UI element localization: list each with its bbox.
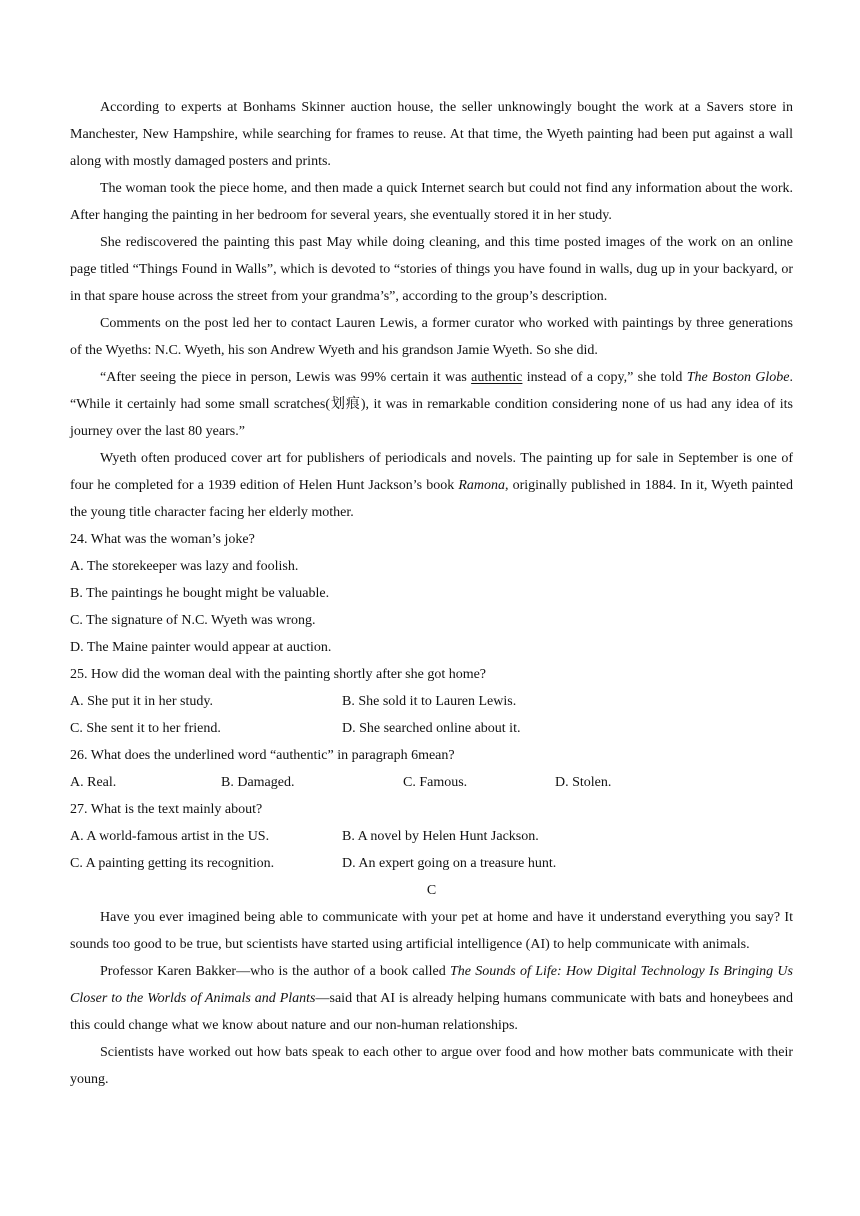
- question-25-options-row-2: [70, 715, 793, 742]
- paragraph-5-text-b: instead of a copy,” she told: [522, 370, 687, 385]
- paragraph-6-text-b: , originally published in 1884. In it, Wyeth painted the young title character facing her elderly mother.: [70, 478, 794, 520]
- question-25-option-c: C. She sent it to her friend.: [70, 721, 221, 736]
- question-25-options-row-1: [70, 688, 793, 715]
- newspaper-title: The Boston Globe: [686, 370, 790, 385]
- paragraph-5-text-a: “After seeing the piece in person, Lewis was 99% certain it was: [100, 370, 472, 385]
- section-c-paragraph-3: Scientists have worked out how bats speak to each other to argue over food and how mother bats communicate with their young.: [70, 1045, 793, 1087]
- section-c: [70, 877, 793, 1093]
- question-25-option-d: D. She searched online about it.: [342, 721, 521, 736]
- question-27-option-c: C. A painting getting its recognition.: [70, 856, 275, 871]
- question-27-option-d: D. An expert going on a treasure hunt.: [342, 856, 557, 871]
- question-24-option-a: A. The storekeeper was lazy and foolish.: [70, 559, 299, 574]
- question-24-stem: 24. What was the woman’s joke?: [70, 532, 255, 547]
- question-26: [70, 742, 793, 796]
- question-27-stem: 27. What is the text mainly about?: [70, 802, 263, 817]
- paragraph-6-text-a: Wyeth often produced cover art for publishers of periodicals and novels. The painting up for sale in September is one of four he completed for a 1939 edition of Helen Hunt Jackson’s book: [70, 451, 793, 493]
- paragraph-4: Comments on the post led her to contact Lauren Lewis, a former curator who worked with paintings by three generations of the Wyeths: N.C. Wyeth, his son Andrew Wyeth and his grandson Jamie Wyeth. So she did.: [70, 316, 793, 358]
- section-c-paragraph-1: Have you ever imagined being able to communicate with your pet at home and have it understand everything you say? It sounds too good to be true, but scientists have started using artificial intelligence (AI) to help communicate with animals.: [70, 910, 793, 952]
- question-24: [70, 526, 793, 661]
- document-page: [70, 94, 793, 1093]
- question-27-options-row-2: [70, 850, 793, 877]
- question-25: [70, 661, 793, 742]
- paragraph-5-text-c: . “While it certainly had some small scratches(划痕), it was in remarkable condition considering none of us had any idea of its journey over the last 80 years.”: [70, 370, 793, 439]
- question-26-option-d: D. Stolen.: [555, 775, 612, 790]
- question-24-option-c: C. The signature of N.C. Wyeth was wrong.: [70, 613, 316, 628]
- question-26-option-b: B. Damaged.: [221, 775, 295, 790]
- question-26-stem: 26. What does the underlined word “authentic” in paragraph 6mean?: [70, 748, 455, 763]
- question-26-option-c: C. Famous.: [403, 775, 468, 790]
- question-25-option-b: B. She sold it to Lauren Lewis.: [342, 694, 517, 709]
- paragraph-2: The woman took the piece home, and then made a quick Internet search but could not find any information about the work. After hanging the painting in her bedroom for several years, she eventually stored it in her study.: [70, 181, 793, 223]
- question-25-stem: 25. How did the woman deal with the painting shortly after she got home?: [70, 667, 487, 682]
- paragraph-5: [70, 364, 793, 445]
- underlined-word-authentic: authentic: [471, 370, 523, 385]
- section-c-paragraph-2-text-b: —said that AI is already helping humans communicate with bats and honeybees and this could change what we know about nature and our non-human relationships.: [70, 991, 793, 1033]
- section-c-heading: C: [426, 883, 437, 898]
- passage-b: [70, 94, 793, 526]
- question-24-option-b: B. The paintings he bought might be valuable.: [70, 586, 330, 601]
- book-title-ramona: Ramona: [458, 478, 505, 493]
- book-title-sounds-of-life: The Sounds of Life: How Digital Technology Is Bringing Us Closer to the Worlds of Animals and Plants: [70, 964, 793, 1006]
- paragraph-6: [70, 445, 793, 526]
- question-25-option-a: A. She put it in her study.: [70, 694, 213, 709]
- question-27-option-b: B. A novel by Helen Hunt Jackson.: [342, 829, 539, 844]
- paragraph-1: According to experts at Bonhams Skinner auction house, the seller unknowingly bought the work at a Savers store in Manchester, New Hampshire, while searching for frames to reuse. At that time, the Wyeth painting had been put against a wall along with mostly damaged posters and prints.: [70, 100, 793, 169]
- question-26-options-row: [70, 769, 793, 796]
- question-24-option-d: D. The Maine painter would appear at auction.: [70, 640, 332, 655]
- paragraph-3: She rediscovered the painting this past May while doing cleaning, and this time posted images of the work on an online page titled “Things Found in Walls”, which is devoted to “stories of things you have found in walls, dug up in your backyard, or in that spare house across the street from your grandma’s”, according to the group’s description.: [70, 235, 793, 304]
- question-27-option-a: A. A world-famous artist in the US.: [70, 829, 270, 844]
- section-c-paragraph-2: [70, 958, 793, 1039]
- question-27: [70, 796, 793, 877]
- section-c-paragraph-2-text-a: Professor Karen Bakker—who is the author of a book called: [100, 964, 451, 979]
- question-27-options-row-1: [70, 823, 793, 850]
- question-26-option-a: A. Real.: [70, 775, 117, 790]
